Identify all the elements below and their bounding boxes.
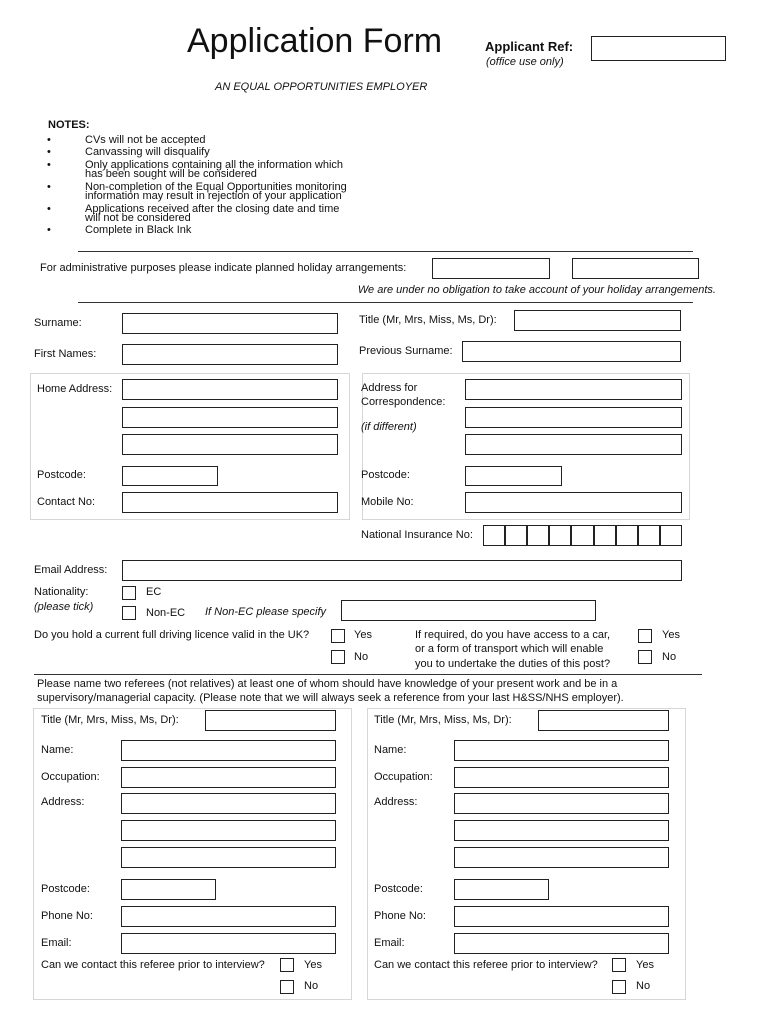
- referee-1-postcode-label: Postcode:: [41, 883, 90, 895]
- surname-label: Surname:: [34, 317, 82, 329]
- referee-1-address-label: Address:: [41, 796, 85, 808]
- non-ec-label: Non-EC: [146, 607, 186, 619]
- car-yes-label: Yes: [662, 629, 680, 641]
- car-yes-checkbox[interactable]: [638, 629, 652, 643]
- car-no-checkbox[interactable]: [638, 650, 652, 664]
- equal-opportunities-subtitle: AN EQUAL OPPORTUNITIES EMPLOYER: [215, 81, 428, 93]
- referee-1-occupation-label: Occupation:: [41, 771, 100, 783]
- holiday-label: For administrative purposes please indicate planned holiday arrangements:: [40, 262, 407, 274]
- non-ec-checkbox[interactable]: [122, 606, 136, 620]
- referee-1-phone-label: Phone No:: [41, 910, 93, 922]
- referee-1-phone-field[interactable]: [121, 906, 336, 927]
- if-different-note: (if different): [361, 421, 417, 433]
- bullet-icon: •: [47, 203, 51, 215]
- title-label: Title (Mr, Mrs, Miss, Ms, Dr):: [359, 314, 497, 326]
- note-item: Canvassing will disqualify: [85, 146, 210, 158]
- notes-heading: NOTES:: [48, 119, 90, 131]
- please-tick-note: (please tick): [34, 601, 94, 613]
- licence-yes-label: Yes: [354, 629, 372, 641]
- home-postcode-label: Postcode:: [37, 469, 86, 481]
- holiday-field-2[interactable]: [572, 258, 699, 279]
- corr-address-label-2: Correspondence:: [361, 396, 446, 408]
- note-item: CVs will not be accepted: [85, 134, 206, 146]
- referee-2-contact-yes-checkbox[interactable]: [612, 958, 626, 972]
- referees-intro-line-2: supervisory/managerial capacity. (Please note that we will always seek a reference from your last H&SS/NHS employer).: [37, 692, 624, 704]
- mobile-no-label: Mobile No:: [361, 496, 414, 508]
- divider: [78, 302, 693, 303]
- referee-2-title-label: Title (Mr, Mrs, Miss, Ms, Dr):: [374, 714, 512, 726]
- ec-checkbox[interactable]: [122, 586, 136, 600]
- licence-no-checkbox[interactable]: [331, 650, 345, 664]
- referee-1-address-line-1[interactable]: [121, 793, 336, 814]
- referee-2-occupation-field[interactable]: [454, 767, 669, 788]
- email-label: Email Address:: [34, 564, 108, 576]
- referee-1-contact-no-checkbox[interactable]: [280, 980, 294, 994]
- referee-1-address-line-3[interactable]: [121, 847, 336, 868]
- corr-postcode-field[interactable]: [465, 466, 562, 486]
- referee-1-email-field[interactable]: [121, 933, 336, 954]
- referee-1-occupation-field[interactable]: [121, 767, 336, 788]
- non-ec-specify-label: If Non-EC please specify: [205, 606, 327, 618]
- note-item: has been sought will be considered: [85, 168, 257, 180]
- corr-address-line-1[interactable]: [465, 379, 682, 400]
- licence-question: Do you hold a current full driving licence valid in the UK?: [34, 629, 310, 641]
- referee-2-postcode-label: Postcode:: [374, 883, 423, 895]
- title-field[interactable]: [514, 310, 681, 331]
- referee-1-title-label: Title (Mr, Mrs, Miss, Ms, Dr):: [41, 714, 179, 726]
- referee-2-address-line-3[interactable]: [454, 847, 669, 868]
- referee-2-title-field[interactable]: [538, 710, 669, 731]
- referee-2-phone-label: Phone No:: [374, 910, 426, 922]
- car-question-line-1: If required, do you have access to a car,: [415, 629, 611, 641]
- referee-1-contact-yes-checkbox[interactable]: [280, 958, 294, 972]
- applicant-ref-field[interactable]: [591, 36, 726, 61]
- divider: [78, 251, 693, 252]
- referee-1-title-field[interactable]: [205, 710, 336, 731]
- referee-1-name-label: Name:: [41, 744, 74, 756]
- referee-1-name-field[interactable]: [121, 740, 336, 761]
- home-postcode-field[interactable]: [122, 466, 218, 486]
- referee-2-contact_q-label: Can we contact this referee prior to interview?: [374, 959, 598, 971]
- bullet-icon: •: [47, 134, 51, 146]
- ec-label: EC: [146, 586, 162, 598]
- referee-2-contact-yes-label: Yes: [636, 959, 654, 971]
- ni-digit-cell[interactable]: [483, 525, 505, 546]
- referee-1-contact_q-label: Can we contact this referee prior to interview?: [41, 959, 265, 971]
- referee-1-postcode-field[interactable]: [121, 879, 216, 900]
- bullet-icon: •: [47, 181, 51, 193]
- nationality-label: Nationality:: [34, 586, 89, 598]
- contact-no-label: Contact No:: [37, 496, 96, 508]
- car-question-line-2: or a form of transport which will enable: [415, 643, 604, 655]
- corr-address-line-3[interactable]: [465, 434, 682, 455]
- bullet-icon: •: [47, 224, 51, 236]
- previous-surname-field[interactable]: [462, 341, 681, 362]
- ni-digit-cell[interactable]: [549, 525, 571, 546]
- referee-2-email-label: Email:: [374, 937, 405, 949]
- ni-no-label: National Insurance No:: [361, 529, 473, 541]
- bullet-icon: •: [47, 146, 51, 158]
- non-ec-specify-field[interactable]: [341, 600, 596, 621]
- holiday-field-1[interactable]: [432, 258, 550, 279]
- referee-2-address-line-1[interactable]: [454, 793, 669, 814]
- corr-postcode-label: Postcode:: [361, 469, 410, 481]
- referee-2-address-line-2[interactable]: [454, 820, 669, 841]
- referee-2-phone-field[interactable]: [454, 906, 669, 927]
- office-use-note: (office use only): [486, 56, 564, 68]
- referee-2-postcode-field[interactable]: [454, 879, 549, 900]
- referee-1-contact-yes-label: Yes: [304, 959, 322, 971]
- referee-2-contact-no-checkbox[interactable]: [612, 980, 626, 994]
- previous-surname-label: Previous Surname:: [359, 345, 453, 357]
- licence-no-label: No: [354, 651, 369, 663]
- email-field[interactable]: [122, 560, 682, 581]
- licence-yes-checkbox[interactable]: [331, 629, 345, 643]
- note-item: Applications received after the closing date and time: [85, 203, 340, 215]
- first-names-label: First Names:: [34, 348, 97, 360]
- home-address-label: Home Address:: [37, 383, 113, 395]
- referee-2-contact-no-label: No: [636, 980, 651, 992]
- divider: [34, 674, 702, 675]
- referee-1-address-line-2[interactable]: [121, 820, 336, 841]
- referee-1-email-label: Email:: [41, 937, 72, 949]
- note-item: will not be considered: [85, 212, 191, 224]
- applicant-ref-label: Applicant Ref:: [485, 39, 574, 54]
- mobile-no-field[interactable]: [465, 492, 682, 513]
- ni-digit-cell[interactable]: [660, 525, 682, 546]
- ni-digit-cell[interactable]: [638, 525, 660, 546]
- referee-1-contact-no-label: No: [304, 980, 319, 992]
- corr-address-label: Address for: [361, 382, 418, 394]
- car-question-line-3: you to undertake the duties of this post?: [415, 658, 611, 670]
- referee-2-name-field[interactable]: [454, 740, 669, 761]
- note-item: Non-completion of the Equal Opportunities monitoring: [85, 181, 347, 193]
- home-address-line-2[interactable]: [122, 407, 338, 428]
- ni-digit-cell[interactable]: [505, 525, 527, 546]
- home-address-line-1[interactable]: [122, 379, 338, 400]
- bullet-icon: •: [47, 159, 51, 171]
- note-item: Complete in Black Ink: [85, 224, 192, 236]
- referees-intro-line-1: Please name two referees (not relatives) at least one of whom should have knowledge of your present work and be in a: [37, 678, 618, 690]
- ni-digit-cell[interactable]: [594, 525, 616, 546]
- corr-address-line-2[interactable]: [465, 407, 682, 428]
- surname-field[interactable]: [122, 313, 338, 334]
- referee-2-email-field[interactable]: [454, 933, 669, 954]
- first-names-field[interactable]: [122, 344, 338, 365]
- note-item: information may result in rejection of your application: [85, 190, 342, 202]
- contact-no-field[interactable]: [122, 492, 338, 513]
- holiday-disclaimer: We are under no obligation to take account of your holiday arrangements.: [357, 284, 716, 296]
- referee-2-address-label: Address:: [374, 796, 418, 808]
- ni-digit-cell[interactable]: [527, 525, 549, 546]
- referee-2-occupation-label: Occupation:: [374, 771, 433, 783]
- ni-digit-cell[interactable]: [571, 525, 593, 546]
- note-item: Only applications containing all the information which: [85, 159, 344, 171]
- ni-digit-cell[interactable]: [616, 525, 638, 546]
- page-title: Application Form: [187, 22, 443, 60]
- referee-2-name-label: Name:: [374, 744, 407, 756]
- home-address-line-3[interactable]: [122, 434, 338, 455]
- car-no-label: No: [662, 651, 677, 663]
